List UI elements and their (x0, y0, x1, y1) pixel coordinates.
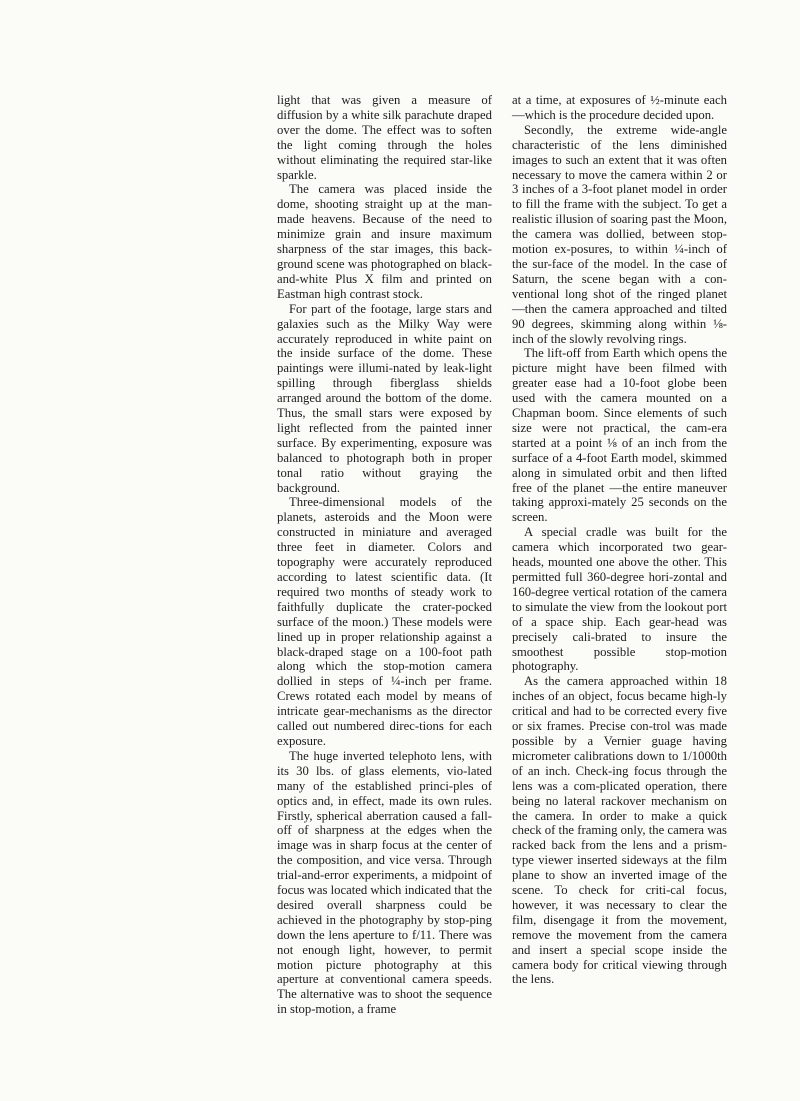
paragraph: light that was given a measure of diffusion by a white silk parachute draped over the dome. The effect was to soften the light coming through the holes without eliminating the required star-like sparkle. (277, 93, 492, 182)
paragraph: Secondly, the extreme wide-angle characteristic of the lens diminished images to such an extent that it was often necessary to move the camera within 2 or 3 inches of a 3-foot planet model in order to fill the frame with the subject. To get a realistic illusion of soaring past the Moon, the camera was dollied, between stop-motion ex-posures, to within ¼-inch of the sur-face of the model. In the case of Saturn, the scene began with a con-ventional long shot of the ringed planet —then the camera approached and tilted 90 degrees, skimming along within ⅛-inch of the slowly revolving rings. (512, 122, 727, 346)
paragraph: A special cradle was built for the camera which incorporated two gear-heads, mounted one above the other. This permitted full 360-degree hori-zontal and 160-degree vertical rotation of the camera to simulate the view from the lookout port of a space ship. Each gear-head was precisely cali-brated to insure the smoothest possible stop-motion photography. (512, 525, 727, 674)
paragraph: Three-dimensional models of the planets, asteroids and the Moon were constructed in miniature and averaged three feet in diameter. Colors and topography were accurately reproduced according to latest scientific data. (It required two months of steady work to faithfully duplicate the crater-pocked surface of the moon.) These models were lined up in proper relationship against a black-draped stage on a 100-foot path along which the stop-motion camera dollied in steps of ¼-inch per frame. Crews rotated each model by means of intricate gear-mechanisms as the director called out numbered direc-tions for each exposure. (277, 495, 492, 748)
paragraph: The camera was placed inside the dome, shooting straight up at the man-made heavens. Because of the need to minimize grain and insure maximum sharpness of the star images, this back-ground scene was photographed on black-and-white Plus X film and printed on Eastman high contrast stock. (277, 182, 492, 301)
paragraph: at a time, at exposures of ½-minute each—which is the procedure decided upon. (512, 93, 727, 122)
paragraph: The lift-off from Earth which opens the picture might have been filmed with greater ease had a 10-foot globe been used with the camera mounted on a Chapman boom. Since elements of such size were not practical, the cam-era started at a point ⅛ of an inch from the surface of a 4-foot Earth model, skimmed along in simulated orbit and then lifted free of the planet —the entire maneuver taking approxi-mately 25 seconds on the screen. (512, 346, 727, 525)
paragraph: For part of the footage, large stars and galaxies such as the Milky Way were accurately reproduced in white paint on the inside surface of the dome. These paintings were illumi-nated by leak-light spilling through fiberglass shields arranged around the bottom of the dome. Thus, the small stars were exposed by light reflected from the painted inner surface. By experimenting, exposure was balanced to photograph both in proper tonal ratio without graying the background. (277, 301, 492, 495)
right-column (512, 93, 727, 987)
paragraph: The huge inverted telephoto lens, with its 30 lbs. of glass elements, vio-lated many of the established princi-ples of optics and, in effect, made its own rules. Firstly, spherical aberration caused a fall-off of sharpness at the edges when the image was in sharp focus at the center of the composition, and vice versa. Through trial-and-error experiments, a midpoint of focus was located which indicated that the desired overall sharpness could be achieved in the photography by stop-ping down the lens aperture to f/11. There was not enough light, however, to permit motion picture photography at this aperture at conventional camera speeds. The alternative was to shoot the sequence in stop-motion, a frame (277, 748, 492, 1017)
left-column (277, 93, 492, 1017)
paragraph: As the camera approached within 18 inches of an object, focus became high-ly critical and had to be corrected every five or six frames. Precise con-trol was made possible by a Vernier guage having micrometer calibrations down to 1/1000th of an inch. Check-ing focus through the lens was a com-plicated operation, there being no lateral rackover mechanism on the camera. In order to make a quick check of the framing only, the camera was racked back from the lens and a prism-type viewer inserted sideways at the film plane to show an inverted image of the scene. To check for criti-cal focus, however, it was necessary to clear the film, disengage it from the movement, remove the movement from the camera and insert a special scope inside the camera body for critical viewing through the lens. (512, 674, 727, 987)
